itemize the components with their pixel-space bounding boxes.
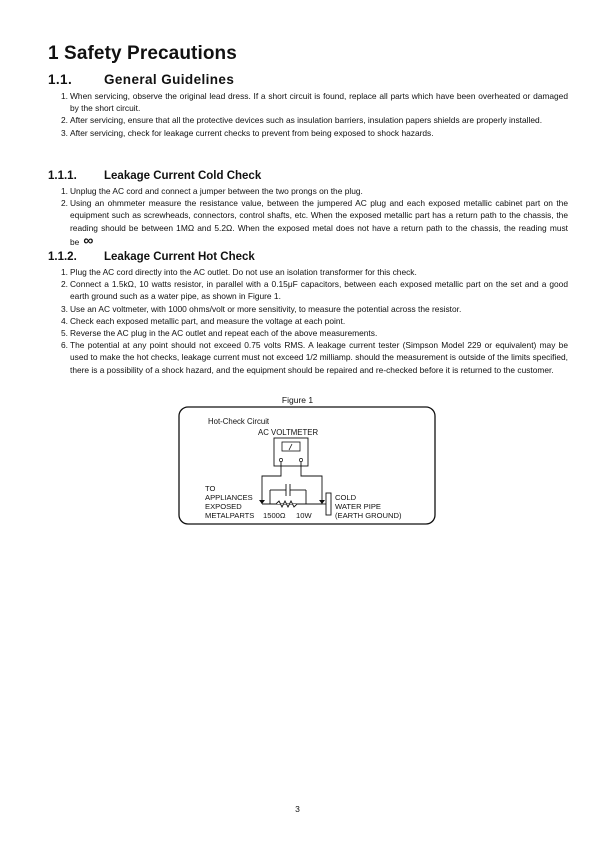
list-item: 6. The potential at any point should not exceed 0.75 volts RMS. A leakage current tester (Simpson Model 229 or equivalent) may be used to make the hot checks, leakage current must not exceed 1/2 milliamp. should the measurement is outside of the limits specified, there is a possibility of a shock hazard, and the equipment should be repaired and re-checked before it is returned to the customer. xyxy=(61,340,568,375)
capacitor-icon xyxy=(270,484,306,504)
appliance-label-line: EXPOSED xyxy=(205,502,242,511)
hot-check-heading xyxy=(48,251,255,263)
infinity-symbol: ∞ xyxy=(83,231,94,248)
cold-check-number: 1.1.1. xyxy=(48,170,77,182)
hot-check-list xyxy=(48,266,568,376)
list-item: 1. When servicing, observe the original lead dress. If a short circuit is found, replace all parts which have been overheated or damaged by the short circuit. xyxy=(61,91,568,114)
general-guidelines-list xyxy=(48,90,568,139)
list-item: 2. Using an ohmmeter measure the resistance value, between the jumpered AC plug and each exposed metallic cabinet part on the equipment such as screwheads, connectors, control shafts, etc. When the exposed metallic part has a return path to the chassis, the reading should be between 1MΩ and 5.2Ω. When the exposed metal does not have a return path to the chassis, the reading must be ∞ xyxy=(61,198,568,248)
water-pipe-icon xyxy=(326,493,331,515)
voltmeter-icon xyxy=(274,438,308,466)
general-guidelines-title: General Guidelines xyxy=(104,72,235,87)
appliance-label-line: APPLIANCES xyxy=(205,493,253,502)
general-guidelines-heading xyxy=(48,72,234,87)
list-item: 3. Use an AC voltmeter, with 1000 ohms/volt or more sensitivity, to measure the potential across the resistor. xyxy=(61,303,462,314)
ground-label-line: COLD xyxy=(335,493,357,502)
cold-check-heading xyxy=(48,170,261,182)
list-item: 4. Check each exposed metallic part, and measure the voltage at each point. xyxy=(61,315,346,326)
page-number: 3 xyxy=(295,804,300,814)
circuit-title: Hot-Check Circuit xyxy=(208,417,270,426)
appliance-label-line: METALPARTS xyxy=(205,511,255,520)
resistor-value-label: 1500Ω xyxy=(263,511,286,520)
figure-caption: Figure 1 xyxy=(281,395,314,405)
hot-check-title: Leakage Current Hot Check xyxy=(104,251,255,263)
section-title: 1 Safety Precautions xyxy=(48,43,237,64)
resistor-power-label: 10W xyxy=(296,511,312,520)
list-item: 1. Unplug the AC cord and connect a jumper between the two prongs on the plug. xyxy=(61,186,363,196)
meter-label: AC VOLTMETER xyxy=(258,428,319,437)
list-item: 1. Plug the AC cord directly into the AC outlet. Do not use an isolation transformer for this check. xyxy=(61,267,417,277)
cold-check-title: Leakage Current Cold Check xyxy=(104,170,262,182)
hot-check-circuit-figure xyxy=(178,406,436,526)
list-item: 2. After servicing, ensure that all the protective devices such as insulation barriers, insulation papers shields are properly installed. xyxy=(61,115,543,126)
appliance-label-line: TO xyxy=(205,484,216,493)
list-item: 5. Reverse the AC plug in the AC outlet and repeat each of the above measurements. xyxy=(61,328,378,339)
resistor-icon xyxy=(276,501,297,507)
ground-label-line: WATER PIPE xyxy=(335,502,381,511)
list-item: 3. After servicing, check for leakage current checks to prevent from being exposed to shock hazards. xyxy=(61,127,434,138)
general-guidelines-number: 1.1. xyxy=(48,72,73,87)
cold-check-list xyxy=(48,185,568,248)
hot-check-number: 1.1.2. xyxy=(48,251,77,263)
ground-label-line: (EARTH GROUND) xyxy=(335,511,402,520)
list-item: 2. Connect a 1.5kΩ, 10 watts resistor, in parallel with a 0.15μF capacitors, between each exposed metallic part on the set and a good earth ground such as a water pipe, as shown in Figure 1. xyxy=(61,279,568,302)
circuit-wires xyxy=(262,462,326,504)
